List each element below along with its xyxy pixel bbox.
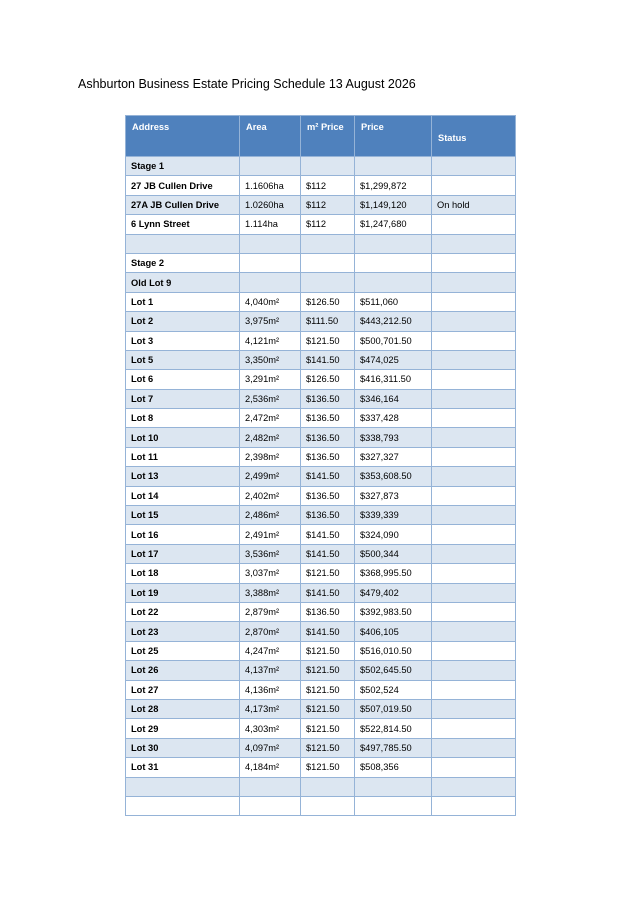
cell-m2-price: $112 [301, 215, 355, 234]
table-row [126, 428, 516, 447]
cell-area: 4,121m² [240, 331, 301, 350]
cell-price: $337,428 [355, 409, 432, 428]
table-row [126, 350, 516, 369]
cell-area [240, 273, 301, 292]
cell-address: Lot 3 [126, 331, 240, 350]
table-row [126, 370, 516, 389]
cell-m2-price: $121.50 [301, 564, 355, 583]
cell-price: $368,995.50 [355, 564, 432, 583]
table-row [126, 758, 516, 777]
cell-area [240, 796, 301, 815]
cell-price: $500,344 [355, 544, 432, 563]
cell-address: Lot 6 [126, 370, 240, 389]
cell-area: 3,291m² [240, 370, 301, 389]
table-row [126, 273, 516, 292]
cell-area [240, 234, 301, 253]
cell-address: Lot 16 [126, 525, 240, 544]
cell-price: $502,524 [355, 680, 432, 699]
cell-address: Stage 2 [126, 253, 240, 272]
cell-price: $353,608.50 [355, 467, 432, 486]
cell-address: Lot 27 [126, 680, 240, 699]
cell-m2-price [301, 777, 355, 796]
document-title: Ashburton Business Estate Pricing Schedule 13 August 2026 [78, 77, 416, 91]
cell-status [432, 758, 516, 777]
cell-m2-price [301, 157, 355, 176]
cell-status [432, 292, 516, 311]
cell-m2-price: $121.50 [301, 738, 355, 757]
cell-m2-price: $121.50 [301, 758, 355, 777]
cell-address: 27A JB Cullen Drive [126, 195, 240, 214]
cell-area: 1.114ha [240, 215, 301, 234]
table-row [126, 312, 516, 331]
table-row [126, 544, 516, 563]
cell-area: 4,184m² [240, 758, 301, 777]
table-row [126, 622, 516, 641]
cell-m2-price: $141.50 [301, 544, 355, 563]
cell-area: 2,870m² [240, 622, 301, 641]
table-row [126, 486, 516, 505]
cell-price [355, 777, 432, 796]
table-row [126, 602, 516, 621]
table-row [126, 661, 516, 680]
cell-status [432, 428, 516, 447]
cell-status [432, 719, 516, 738]
cell-price: $516,010.50 [355, 641, 432, 660]
cell-address: Lot 13 [126, 467, 240, 486]
cell-status [432, 486, 516, 505]
cell-price: $406,105 [355, 622, 432, 641]
cell-price: $479,402 [355, 583, 432, 602]
cell-status [432, 389, 516, 408]
table-row [126, 699, 516, 718]
cell-address: 27 JB Cullen Drive [126, 176, 240, 195]
cell-area: 3,037m² [240, 564, 301, 583]
cell-address: Lot 5 [126, 350, 240, 369]
cell-m2-price: $136.50 [301, 428, 355, 447]
cell-status: On hold [432, 195, 516, 214]
cell-status [432, 273, 516, 292]
cell-address [126, 777, 240, 796]
cell-price: $346,164 [355, 389, 432, 408]
cell-area: 2,536m² [240, 389, 301, 408]
cell-status [432, 680, 516, 699]
table-row [126, 796, 516, 815]
table-row [126, 389, 516, 408]
cell-status [432, 738, 516, 757]
cell-status [432, 409, 516, 428]
cell-m2-price: $141.50 [301, 525, 355, 544]
cell-m2-price [301, 273, 355, 292]
cell-address: Lot 17 [126, 544, 240, 563]
cell-price [355, 157, 432, 176]
table-row [126, 176, 516, 195]
cell-status [432, 350, 516, 369]
cell-status [432, 544, 516, 563]
cell-area: 2,499m² [240, 467, 301, 486]
cell-price: $500,701.50 [355, 331, 432, 350]
cell-area: 2,402m² [240, 486, 301, 505]
cell-price: $507,019.50 [355, 699, 432, 718]
cell-price: $508,356 [355, 758, 432, 777]
cell-price [355, 253, 432, 272]
cell-address: Lot 22 [126, 602, 240, 621]
header-m2-price: m² Price [301, 116, 355, 157]
table-row [126, 525, 516, 544]
cell-status [432, 506, 516, 525]
cell-area: 4,173m² [240, 699, 301, 718]
cell-status [432, 176, 516, 195]
table-row [126, 641, 516, 660]
cell-price: $1,149,120 [355, 195, 432, 214]
cell-address: Lot 1 [126, 292, 240, 311]
cell-address: Lot 28 [126, 699, 240, 718]
cell-address: Lot 29 [126, 719, 240, 738]
cell-m2-price: $141.50 [301, 622, 355, 641]
cell-status [432, 253, 516, 272]
cell-status [432, 157, 516, 176]
table-row [126, 738, 516, 757]
cell-status [432, 234, 516, 253]
cell-status [432, 602, 516, 621]
table-row [126, 157, 516, 176]
cell-address: 6 Lynn Street [126, 215, 240, 234]
cell-status [432, 370, 516, 389]
cell-area [240, 777, 301, 796]
cell-m2-price: $126.50 [301, 370, 355, 389]
pricing-table [125, 115, 516, 816]
cell-m2-price: $136.50 [301, 486, 355, 505]
cell-m2-price: $121.50 [301, 699, 355, 718]
cell-price: $502,645.50 [355, 661, 432, 680]
cell-m2-price: $126.50 [301, 292, 355, 311]
cell-price [355, 796, 432, 815]
cell-area: 3,536m² [240, 544, 301, 563]
cell-status [432, 641, 516, 660]
cell-price: $511,060 [355, 292, 432, 311]
cell-area: 2,491m² [240, 525, 301, 544]
cell-status [432, 622, 516, 641]
cell-m2-price: $121.50 [301, 331, 355, 350]
cell-price: $497,785.50 [355, 738, 432, 757]
header-area: Area [240, 116, 301, 157]
cell-area: 3,975m² [240, 312, 301, 331]
table-row [126, 331, 516, 350]
cell-price: $522,814.50 [355, 719, 432, 738]
cell-address: Lot 15 [126, 506, 240, 525]
cell-price: $338,793 [355, 428, 432, 447]
cell-price [355, 234, 432, 253]
cell-address [126, 796, 240, 815]
cell-price: $474,025 [355, 350, 432, 369]
cell-area: 2,472m² [240, 409, 301, 428]
cell-price: $416,311.50 [355, 370, 432, 389]
cell-area: 2,879m² [240, 602, 301, 621]
cell-area: 2,486m² [240, 506, 301, 525]
cell-m2-price: $141.50 [301, 467, 355, 486]
cell-m2-price: $121.50 [301, 680, 355, 699]
cell-area: 4,137m² [240, 661, 301, 680]
cell-address: Lot 19 [126, 583, 240, 602]
cell-m2-price: $121.50 [301, 661, 355, 680]
cell-m2-price [301, 234, 355, 253]
cell-m2-price [301, 253, 355, 272]
cell-area: 3,350m² [240, 350, 301, 369]
cell-area: 3,388m² [240, 583, 301, 602]
cell-address: Old Lot 9 [126, 273, 240, 292]
cell-address: Lot 25 [126, 641, 240, 660]
cell-price: $339,339 [355, 506, 432, 525]
cell-status [432, 777, 516, 796]
cell-m2-price: $112 [301, 195, 355, 214]
table-row [126, 234, 516, 253]
table-row [126, 506, 516, 525]
cell-status [432, 661, 516, 680]
cell-m2-price: $121.50 [301, 719, 355, 738]
cell-area [240, 253, 301, 272]
header-price: Price [355, 116, 432, 157]
cell-area: 1.0260ha [240, 195, 301, 214]
cell-m2-price: $141.50 [301, 583, 355, 602]
cell-address: Stage 1 [126, 157, 240, 176]
cell-m2-price: $136.50 [301, 389, 355, 408]
cell-area: 1.1606ha [240, 176, 301, 195]
cell-area: 2,398m² [240, 447, 301, 466]
cell-address [126, 234, 240, 253]
cell-area: 2,482m² [240, 428, 301, 447]
table-row [126, 777, 516, 796]
table-row [126, 583, 516, 602]
cell-price: $327,327 [355, 447, 432, 466]
table-row [126, 253, 516, 272]
cell-address: Lot 23 [126, 622, 240, 641]
cell-price: $327,873 [355, 486, 432, 505]
cell-area: 4,136m² [240, 680, 301, 699]
cell-price: $1,299,872 [355, 176, 432, 195]
table-row [126, 467, 516, 486]
cell-status [432, 215, 516, 234]
cell-m2-price: $136.50 [301, 506, 355, 525]
cell-address: Lot 2 [126, 312, 240, 331]
table-row [126, 447, 516, 466]
header-status: Status [432, 116, 516, 157]
cell-area: 4,040m² [240, 292, 301, 311]
cell-status [432, 331, 516, 350]
table-row [126, 215, 516, 234]
cell-status [432, 564, 516, 583]
cell-status [432, 796, 516, 815]
cell-status [432, 699, 516, 718]
header-address: Address [126, 116, 240, 157]
table-header-row [126, 116, 516, 157]
cell-m2-price [301, 796, 355, 815]
cell-area: 4,247m² [240, 641, 301, 660]
table-body [126, 157, 516, 816]
table-row [126, 719, 516, 738]
cell-address: Lot 26 [126, 661, 240, 680]
cell-address: Lot 11 [126, 447, 240, 466]
cell-status [432, 312, 516, 331]
table-row [126, 409, 516, 428]
cell-m2-price: $141.50 [301, 350, 355, 369]
cell-m2-price: $121.50 [301, 641, 355, 660]
cell-area: 4,097m² [240, 738, 301, 757]
cell-price: $1,247,680 [355, 215, 432, 234]
cell-address: Lot 30 [126, 738, 240, 757]
cell-m2-price: $136.50 [301, 409, 355, 428]
cell-status [432, 583, 516, 602]
cell-price: $392,983.50 [355, 602, 432, 621]
cell-address: Lot 8 [126, 409, 240, 428]
table-row [126, 195, 516, 214]
table-row [126, 680, 516, 699]
cell-address: Lot 10 [126, 428, 240, 447]
cell-m2-price: $136.50 [301, 447, 355, 466]
cell-status [432, 467, 516, 486]
cell-address: Lot 14 [126, 486, 240, 505]
cell-m2-price: $112 [301, 176, 355, 195]
cell-address: Lot 31 [126, 758, 240, 777]
cell-price [355, 273, 432, 292]
cell-address: Lot 7 [126, 389, 240, 408]
cell-m2-price: $111.50 [301, 312, 355, 331]
cell-status [432, 447, 516, 466]
cell-area [240, 157, 301, 176]
cell-address: Lot 18 [126, 564, 240, 583]
cell-status [432, 525, 516, 544]
table-row [126, 292, 516, 311]
cell-price: $324,090 [355, 525, 432, 544]
cell-price: $443,212.50 [355, 312, 432, 331]
table-row [126, 564, 516, 583]
cell-area: 4,303m² [240, 719, 301, 738]
cell-m2-price: $136.50 [301, 602, 355, 621]
